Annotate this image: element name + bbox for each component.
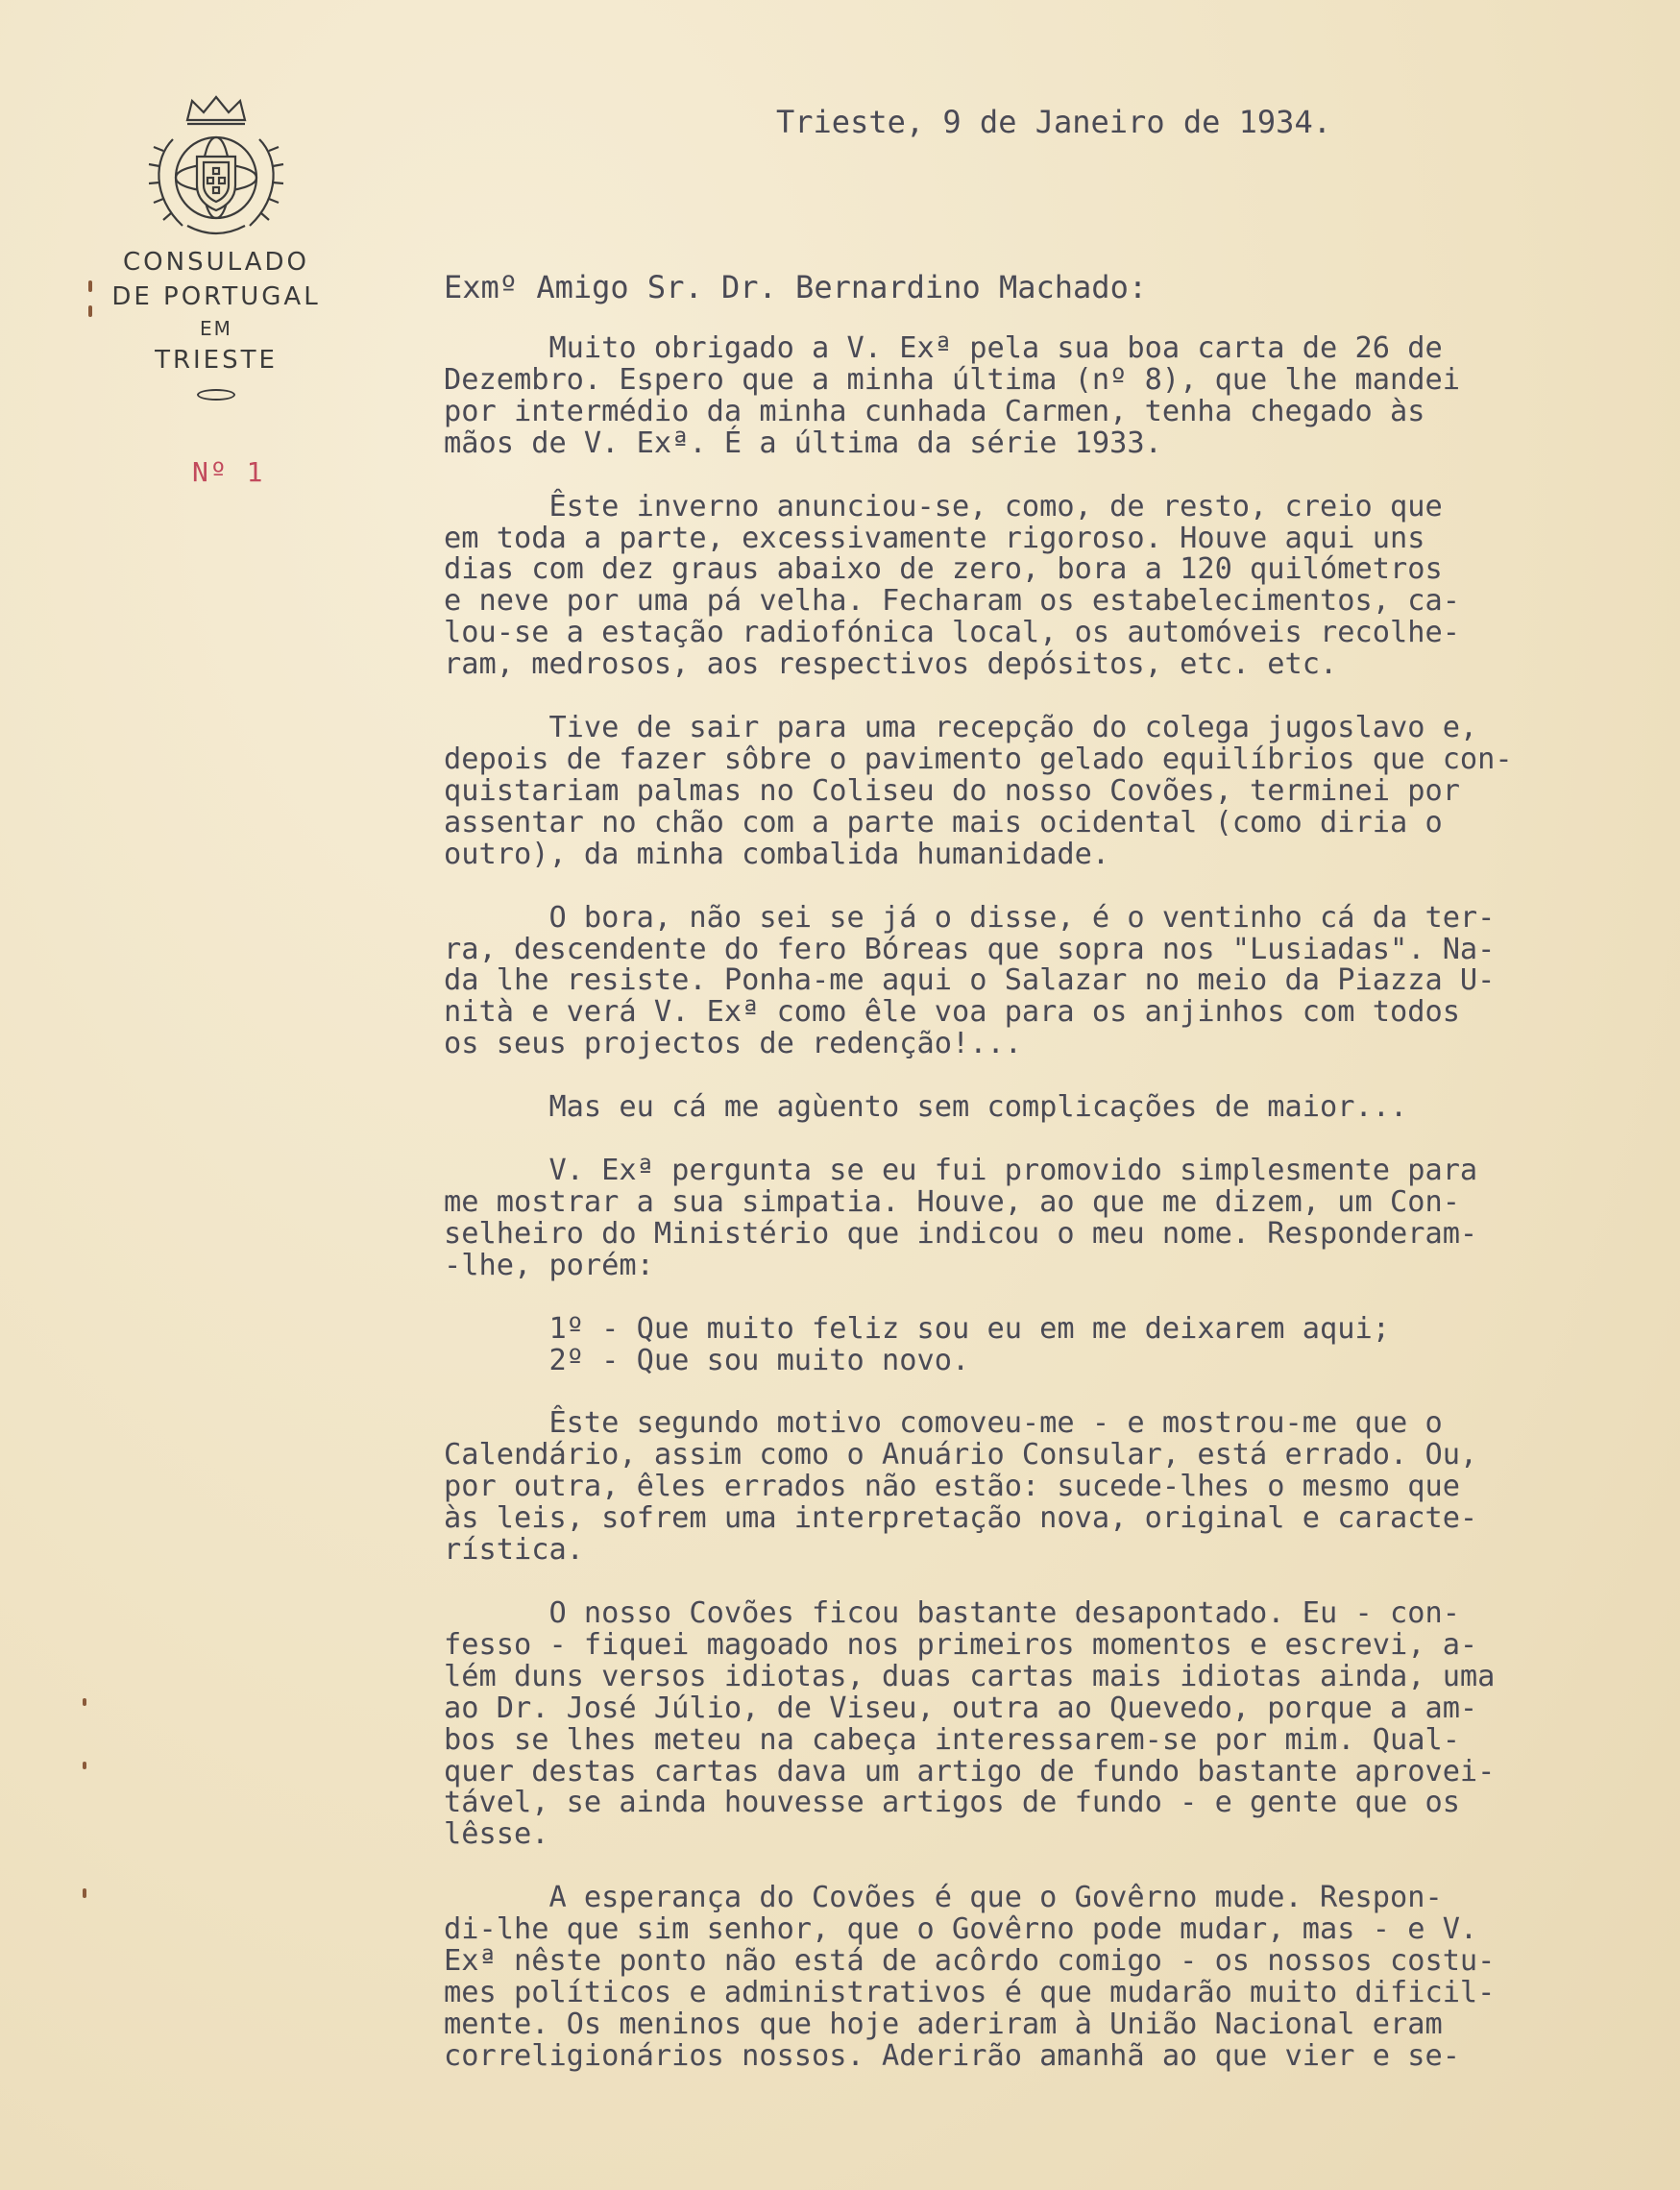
margin-ink-mark [83,1888,86,1898]
letter-body [444,333,1513,2105]
letterhead-em: EM [200,317,232,340]
paragraph: V. Exª pergunta se eu fui promovido simplesmente para me mostrar a sua simpatia. Houve, ao que me dizem, um Con- selheiro do Ministério que indicou o meu nome. Responderam- -lhe, porém: [444,1154,1478,1282]
letter-number: Nº 1 [192,456,265,488]
letterhead [86,91,346,401]
margin-ink-mark [83,1762,86,1769]
portuguese-coat-of-arms-icon [134,91,298,245]
paragraph: A esperança do Covões é que o Govêrno mude. Respon- di-lhe que sim senhor, que o Govêrno pode mudar, mas - e V. Exª nêste ponto não está de acôrdo comigo - os nossos costu- mes políticos e administrativos é que mudarão muito dificil- mente. Os meninos que hoje aderiram à União Nacional eram correligionários nossos. Aderirão amanhã ao que vier e se- [444,1881,1496,2073]
salutation: Exmº Amigo Sr. Dr. Bernardino Machado: [444,269,1148,305]
paragraph: O bora, não sei se já o disse, é o ventinho cá da ter- ra, descendente do fero Bóreas que sopra nos "Lusiadas". Na- da lhe resiste. Ponha-me aqui o Salazar no meio da Piazza U- nità e verá V. Exª como êle voa para os anjinhos com todos os seus projectos de redenção!... [444,900,1496,1061]
paragraph: Mas eu cá me agùento sem complicações de maior... [444,1090,1408,1125]
margin-ink-mark [88,280,92,292]
paragraph: Êste inverno anunciou-se, como, de resto, creio que em toda a parte, excessivamente rigoroso. Houve aqui uns dias com dez graus abaixo de zero, bora a 120 quilómetros e neve por uma pá velha. Fecharam os estabelecimentos, ca- lou-se a estação radiofónica local, os automóveis recolhe- ram, medrosos, aos respectivos depósitos, etc. etc. [444,489,1460,682]
margin-ink-mark [88,305,92,317]
letterhead-divider [197,389,235,401]
letterhead-de-portugal: DE PORTUGAL [111,282,321,311]
letterhead-consulado: CONSULADO [123,248,309,277]
paragraph: Êste segundo motivo comoveu-me - e mostrou-me que o Calendário, assim como o Anuário Consular, está errado. Ou, por outra, êles errados não estão: sucede-lhes o mesmo que às leis, sofrem uma interpretação nova, original e caracte- rística. [444,1406,1478,1568]
letterhead-trieste: TRIESTE [155,346,278,375]
paragraph: O nosso Covões ficou bastante desapontado. Eu - con- fesso - fiquei magoado nos primeiros momentos e escrevi, a- lém duns versos idiotas, duas cartas mais idiotas ainda, uma ao Dr. José Júlio, de Viseu, outra ao Quevedo, porque a am- bos se lhes meteu na cabeça interessarem-se por mim. Qual- quer destas cartas dava um artigo de fundo bastante aprovei- tável, se ainda houvesse artigos de fundo - e gente que os lêsse. [444,1596,1496,1852]
margin-ink-mark [83,1698,86,1706]
paragraph: Tive de sair para uma recepção do colega jugoslavo e, depois de fazer sôbre o pavimento gelado equilíbrios que con- quistariam palmas no Coliseu do nosso Covões, terminei por assentar no chão com a parte mais ocidental (como diria o outro), da minha combalida humanidade. [444,711,1513,871]
letter-date: Trieste, 9 de Janeiro de 1934. [776,104,1331,140]
numbered-list: 1º - Que muito feliz sou eu em me deixarem aqui; 2º - Que sou muito novo. [548,1311,1390,1377]
paragraph: Muito obrigado a V. Exª pela sua boa carta de 26 de Dezembro. Espero que a minha última (nº 8), que lhe mandei por intermédio da minha cunhada Carmen, tenha chegado às mãos de V. Exª. É a última da série 1933. [444,331,1460,460]
